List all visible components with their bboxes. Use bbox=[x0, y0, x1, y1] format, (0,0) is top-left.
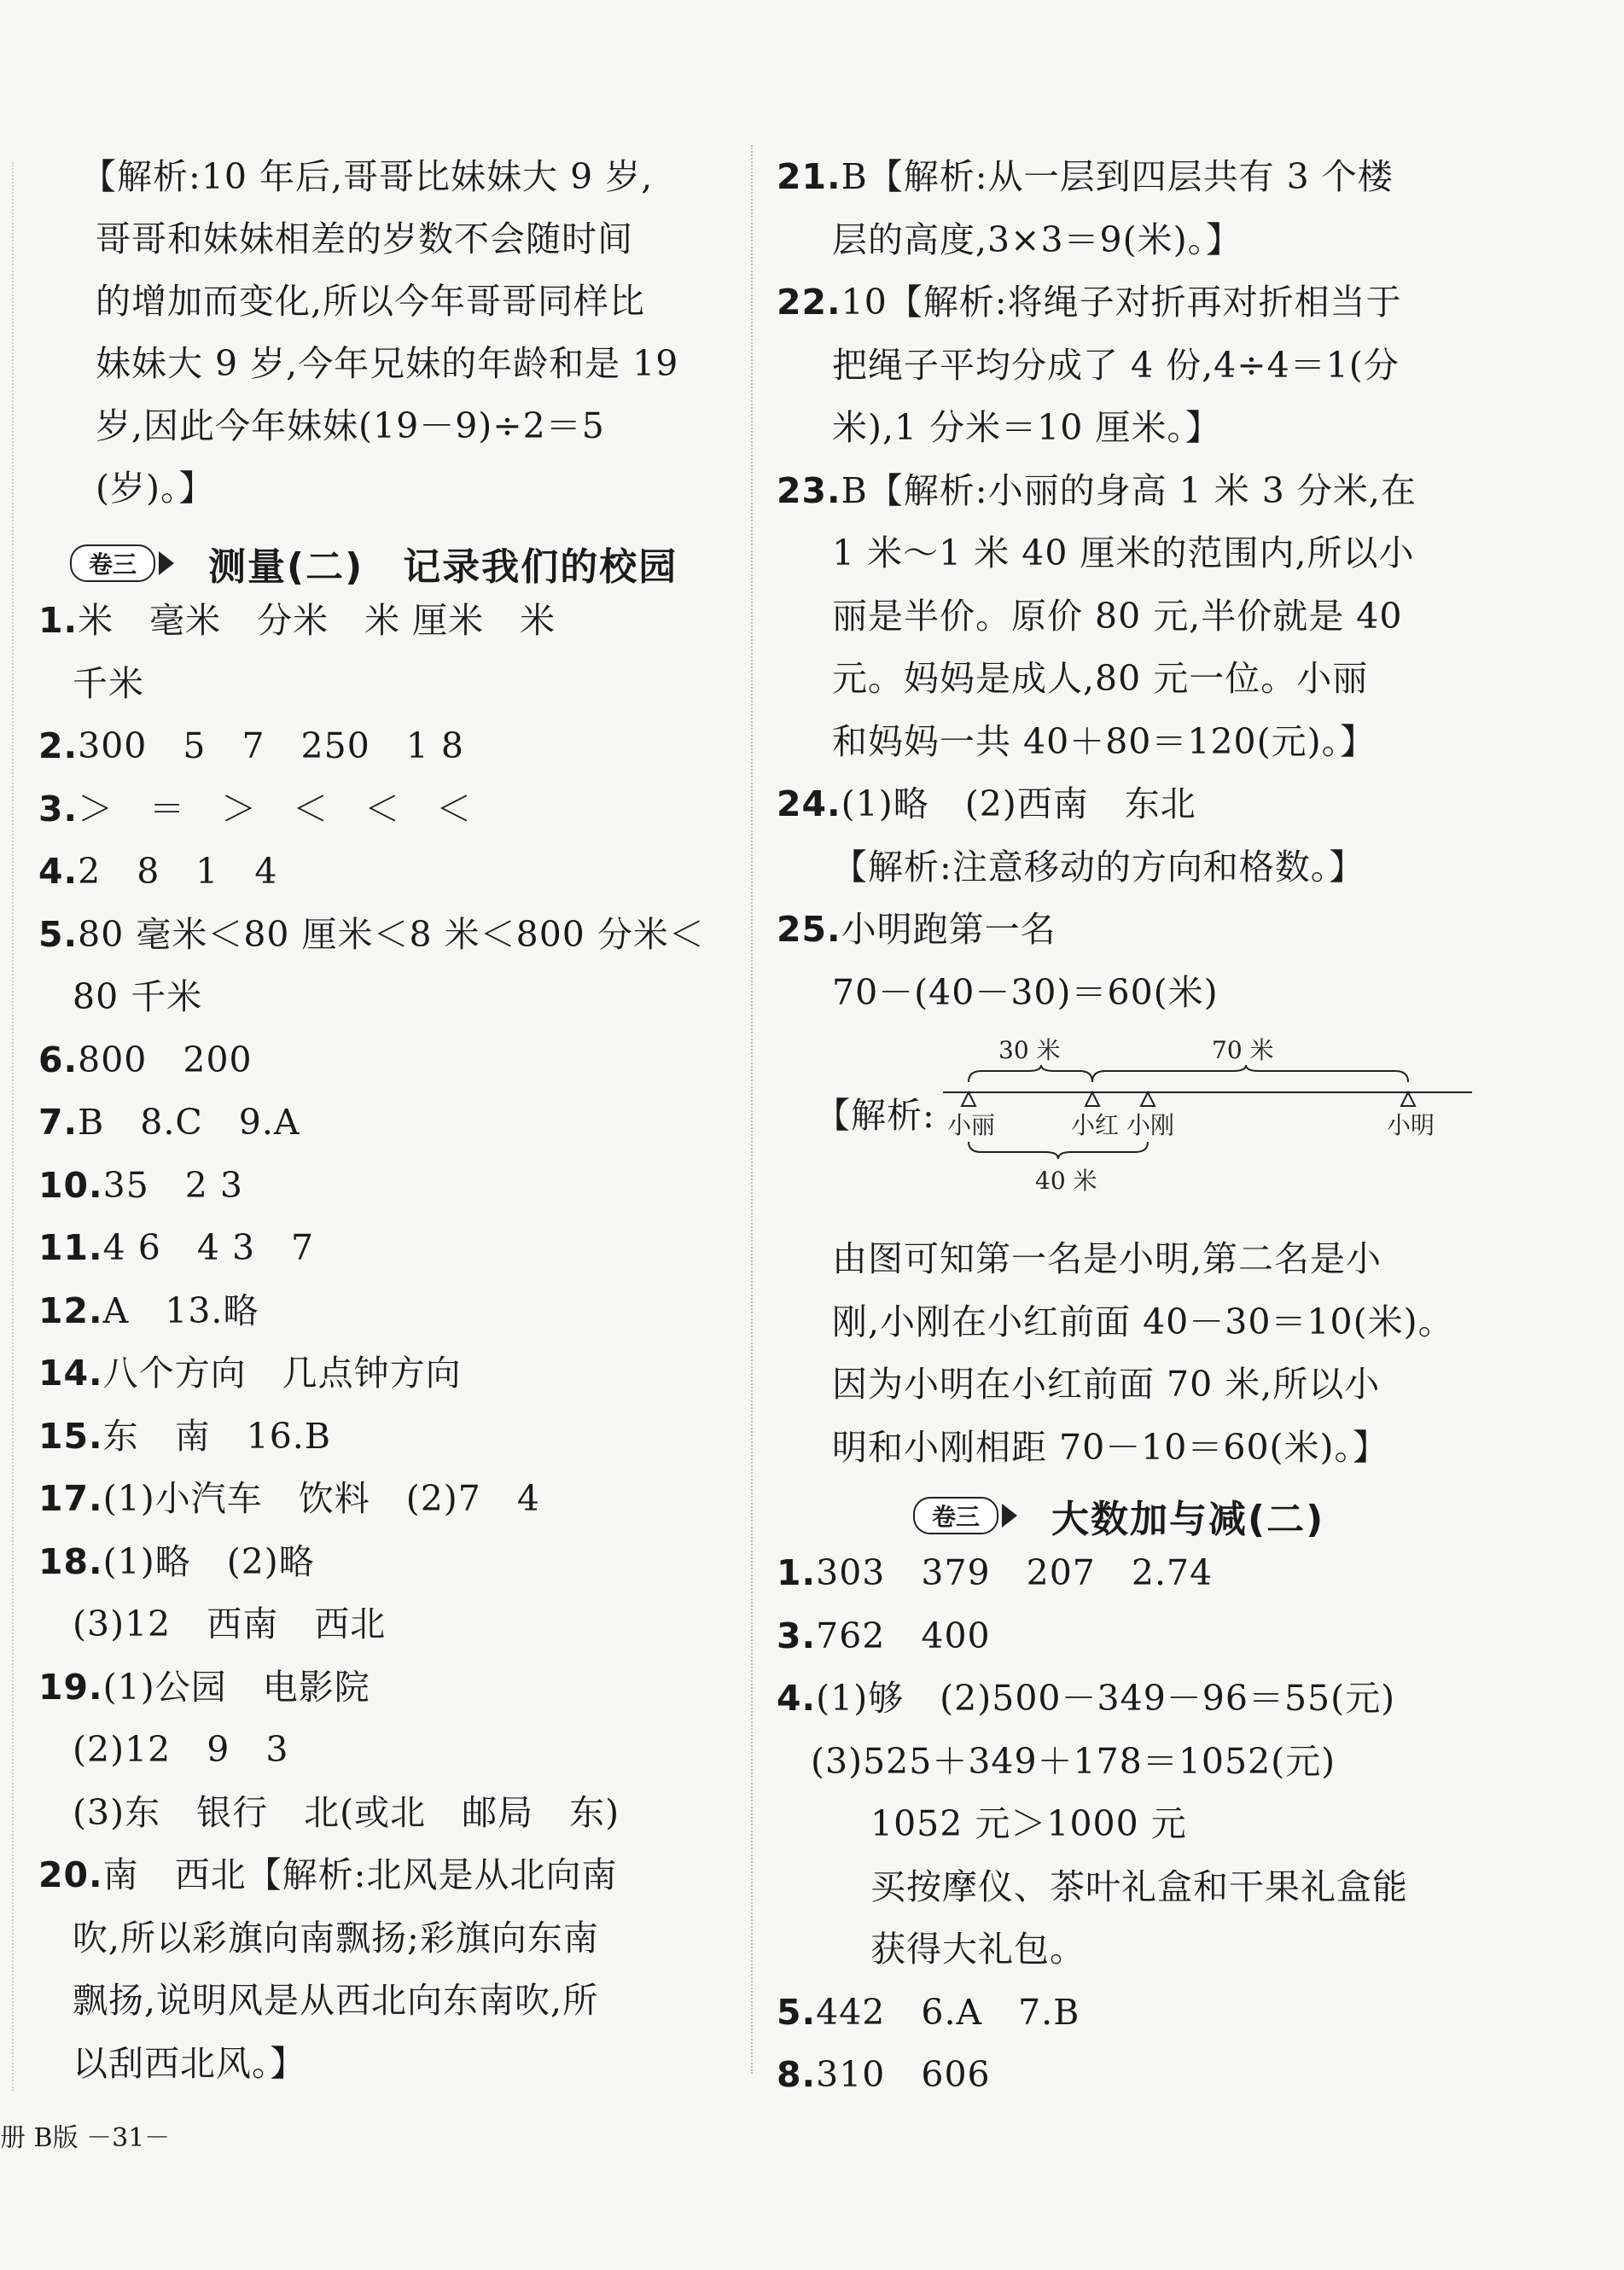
answer-text: 303 379 207 2.74 bbox=[816, 1552, 1214, 1593]
section-header bbox=[70, 536, 678, 591]
answer-number: 19. bbox=[38, 1666, 103, 1708]
answer-line bbox=[73, 1726, 288, 1772]
answer-text: 10【解析:将绳子对折再对折相当于 bbox=[841, 282, 1402, 323]
answer-line bbox=[777, 468, 1417, 514]
answer-line bbox=[38, 1037, 253, 1083]
answer-line bbox=[777, 154, 1394, 200]
brace-30 bbox=[969, 1065, 1092, 1082]
answer-number: 11. bbox=[38, 1227, 103, 1268]
intro-line: 哥哥和妹妹相差的岁数不会随时间 bbox=[96, 218, 633, 259]
answer-text: 442 6.A 7.B bbox=[816, 1991, 1080, 2033]
marker-xiaogang bbox=[1141, 1092, 1155, 1106]
answer-line bbox=[832, 593, 1402, 639]
answer-line bbox=[38, 1476, 540, 1522]
answer-text: (2)12 9 3 bbox=[73, 1729, 289, 1770]
answer-number: 14. bbox=[38, 1353, 103, 1394]
answer-text: 80 千米 bbox=[73, 976, 203, 1017]
brace-40 bbox=[969, 1142, 1148, 1159]
answer-text: ＞ ＝ ＞ ＜ ＜ ＜ bbox=[78, 788, 473, 829]
intro-line: 岁,因此今年妹妹(19－9)÷2＝5 bbox=[96, 405, 605, 446]
answer-line bbox=[777, 1613, 991, 1659]
name-xiaogang: 小刚 bbox=[1126, 1111, 1175, 1139]
explanation-line: 刚,小刚在小红前面 40－30＝10(米)。 bbox=[832, 1301, 1454, 1342]
answer-line bbox=[777, 1989, 1080, 2035]
answer-line bbox=[832, 844, 1365, 890]
answer-line bbox=[777, 1675, 1395, 1721]
label-70m: 70 米 bbox=[1212, 1036, 1274, 1064]
answer-line bbox=[777, 1550, 1213, 1596]
intro-line: 妹妹大 9 岁,今年兄妹的年龄和是 19 bbox=[96, 343, 679, 384]
answer-text: 【解析:注意移动的方向和格数。】 bbox=[832, 846, 1365, 888]
section-badge: 卷三 bbox=[913, 1497, 998, 1534]
intro-line: 的增加而变化,所以今年哥哥同样比 bbox=[96, 281, 646, 322]
explanation-line: 由图可知第一名是小明,第二名是小 bbox=[832, 1238, 1382, 1279]
answer-line bbox=[811, 1738, 1336, 1784]
answer-line bbox=[38, 911, 705, 957]
answer-line bbox=[777, 781, 1196, 827]
answer-number: 7. bbox=[38, 1102, 79, 1143]
brace-70 bbox=[1092, 1065, 1408, 1082]
answer-text: 元。妈妈是成人,80 元一位。小丽 bbox=[832, 658, 1369, 699]
answer-number: 18. bbox=[38, 1540, 103, 1582]
answer-text: (1)公园 电影院 bbox=[102, 1666, 370, 1708]
answer-text: 层的高度,3×3＝9(米)。】 bbox=[832, 218, 1243, 260]
answer-line bbox=[832, 217, 1242, 263]
answer-number: 1. bbox=[777, 1552, 817, 1593]
explanation-line: 明和小刚相距 70－10＝60(米)。】 bbox=[832, 1426, 1389, 1468]
answer-text: B【解析:从一层到四层共有 3 个楼 bbox=[841, 156, 1394, 197]
answer-line bbox=[38, 1162, 243, 1208]
answer-line bbox=[832, 405, 1221, 451]
answer-text: (3)12 西南 西北 bbox=[73, 1604, 387, 1644]
margin-rule bbox=[12, 162, 14, 2091]
answer-number: 25. bbox=[777, 909, 841, 950]
answer-line bbox=[832, 969, 1219, 1016]
answer-line bbox=[777, 279, 1402, 325]
column-divider bbox=[751, 145, 753, 2074]
answer-text: 4 6 4 3 7 bbox=[102, 1227, 315, 1268]
section-title: 大数加与减(二) bbox=[1051, 1498, 1325, 1541]
answer-text: 飘扬,说明风是从西北向东南吹,所 bbox=[73, 1980, 599, 2021]
answer-text: B【解析:小丽的身高 1 米 3 分米,在 bbox=[841, 469, 1417, 511]
answer-text: (1)略 (2)略 bbox=[102, 1540, 315, 1582]
answer-number: 4. bbox=[777, 1678, 817, 1719]
answer-text: 35 2 3 bbox=[102, 1164, 244, 1206]
race-diagram bbox=[943, 1024, 1472, 1215]
diagram-prefix: 【解析: bbox=[815, 1095, 935, 1136]
answer-line bbox=[38, 1539, 315, 1585]
answer-line bbox=[38, 1288, 259, 1334]
answer-line bbox=[73, 661, 144, 707]
answer-text: (1)够 (2)500－349－96＝55(元) bbox=[816, 1678, 1396, 1719]
answer-line bbox=[38, 1664, 370, 1710]
answer-number: 21. bbox=[777, 156, 841, 197]
section-title: 测量(二) 记录我们的校园 bbox=[208, 545, 678, 589]
answer-text: 小明跑第一名 bbox=[841, 909, 1056, 950]
answer-line bbox=[38, 1099, 300, 1145]
answer-number: 15. bbox=[38, 1415, 103, 1457]
answer-line bbox=[38, 597, 556, 643]
answer-number: 3. bbox=[38, 788, 79, 829]
answer-number: 1. bbox=[38, 600, 79, 641]
name-xiaohong: 小红 bbox=[1071, 1111, 1120, 1139]
answer-number: 23. bbox=[777, 469, 841, 511]
answer-number: 6. bbox=[38, 1039, 79, 1080]
answer-number: 3. bbox=[777, 1615, 817, 1656]
answer-number: 4. bbox=[38, 851, 79, 892]
answer-text: 310 606 bbox=[816, 2054, 991, 2095]
answer-text: 东 南 16.B bbox=[102, 1415, 331, 1457]
page-footer: 册 B版 －31－ bbox=[0, 2123, 171, 2153]
answer-text: (1)小汽车 饮料 (2)7 4 bbox=[102, 1478, 540, 1519]
section-header bbox=[913, 1488, 1324, 1543]
intro-line: 【解析:10 年后,哥哥比妹妹大 9 岁, bbox=[81, 156, 654, 197]
explanation-line: 因为小明在小红前面 70 米,所以小 bbox=[832, 1364, 1381, 1405]
answer-line bbox=[73, 2040, 306, 2087]
answer-number: 20. bbox=[38, 1854, 103, 1895]
intro-line: (岁)。】 bbox=[96, 468, 215, 509]
race-diagram-svg bbox=[943, 1024, 1472, 1212]
answer-text: 1 米～1 米 40 厘米的范围内,所以小 bbox=[832, 533, 1415, 573]
marker-xiaoming bbox=[1401, 1092, 1415, 1106]
label-40m: 40 米 bbox=[1035, 1167, 1097, 1195]
answer-text: (1)略 (2)西南 东北 bbox=[841, 783, 1196, 824]
answer-text: 762 400 bbox=[816, 1615, 991, 1656]
answer-number: 2. bbox=[38, 725, 79, 766]
answer-line bbox=[73, 1790, 620, 1836]
answer-text: 丽是半价。原价 80 元,半价就是 40 bbox=[832, 595, 1403, 637]
answer-line bbox=[38, 723, 464, 769]
answer-number: 5. bbox=[777, 1991, 817, 2033]
answer-text: 和妈妈一共 40＋80＝120(元)。】 bbox=[832, 720, 1377, 762]
answer-text: (3)525＋349＋178＝1052(元) bbox=[811, 1740, 1336, 1782]
answer-line bbox=[832, 719, 1376, 765]
answer-line bbox=[38, 1852, 617, 1898]
answer-text: 吹,所以彩旗向南飘扬;彩旗向东南 bbox=[73, 1917, 599, 1959]
answer-line bbox=[38, 786, 472, 832]
answer-line bbox=[777, 2052, 991, 2098]
label-30m: 30 米 bbox=[998, 1036, 1061, 1064]
name-xiaoli: 小丽 bbox=[947, 1111, 996, 1139]
badge-arrow-icon bbox=[1002, 1504, 1017, 1528]
answer-line bbox=[832, 655, 1368, 701]
answer-line bbox=[870, 1926, 1086, 1972]
answer-text: 米 毫米 分米 米 厘米 米 bbox=[78, 600, 556, 641]
answer-text: 70－(40－30)＝60(米) bbox=[832, 971, 1219, 1013]
answer-line bbox=[73, 1915, 599, 1961]
answer-line bbox=[38, 1225, 314, 1271]
marker-xiaohong bbox=[1086, 1092, 1099, 1106]
answer-text: 800 200 bbox=[78, 1039, 253, 1080]
answer-line bbox=[73, 974, 202, 1020]
answer-text: 2 8 1 4 bbox=[78, 851, 278, 892]
answer-text: (3)东 银行 北(或北 邮局 东) bbox=[73, 1791, 620, 1833]
answer-text: 八个方向 几点钟方向 bbox=[102, 1353, 462, 1394]
answer-line bbox=[870, 1864, 1408, 1910]
answer-text: 买按摩仪、茶叶礼盒和干果礼盒能 bbox=[870, 1865, 1408, 1907]
badge-arrow-icon bbox=[159, 551, 174, 575]
answer-line bbox=[38, 1413, 331, 1459]
answer-line bbox=[777, 906, 1056, 952]
answer-text: 千米 bbox=[73, 662, 144, 704]
answer-text: 米),1 分米＝10 厘米。】 bbox=[832, 407, 1221, 448]
answer-text: 80 毫米＜80 厘米＜8 米＜800 分米＜ bbox=[78, 913, 705, 955]
answer-line bbox=[73, 1977, 598, 2023]
answer-text: B 8.C 9.A bbox=[78, 1102, 300, 1143]
answer-text: 南 西北【解析:北风是从北向南 bbox=[102, 1854, 618, 1895]
answer-line bbox=[73, 1601, 386, 1647]
answer-line bbox=[38, 848, 277, 894]
answer-number: 17. bbox=[38, 1478, 103, 1519]
answer-number: 10. bbox=[38, 1164, 103, 1206]
section-badge: 卷三 bbox=[70, 544, 155, 582]
answer-text: 以刮西北风。】 bbox=[73, 2042, 306, 2084]
name-xiaoming: 小明 bbox=[1387, 1111, 1435, 1139]
answer-number: 12. bbox=[38, 1289, 103, 1331]
answer-text: 300 5 7 250 1 8 bbox=[78, 725, 464, 766]
answer-number: 5. bbox=[38, 913, 79, 955]
answer-text: 把绳子平均分成了 4 份,4÷4＝1(分 bbox=[832, 344, 1400, 386]
answer-line bbox=[832, 342, 1400, 388]
answer-number: 24. bbox=[777, 783, 841, 824]
answer-text: 1052 元＞1000 元 bbox=[870, 1803, 1187, 1844]
answer-line bbox=[832, 530, 1415, 576]
answer-number: 8. bbox=[777, 2054, 817, 2095]
marker-xiaoli bbox=[962, 1092, 975, 1106]
answer-text: A 13.略 bbox=[102, 1289, 259, 1331]
answer-text: 获得大礼包。 bbox=[870, 1929, 1086, 1970]
answer-number: 22. bbox=[777, 282, 841, 323]
answer-line bbox=[870, 1801, 1187, 1847]
answer-line bbox=[38, 1350, 462, 1396]
